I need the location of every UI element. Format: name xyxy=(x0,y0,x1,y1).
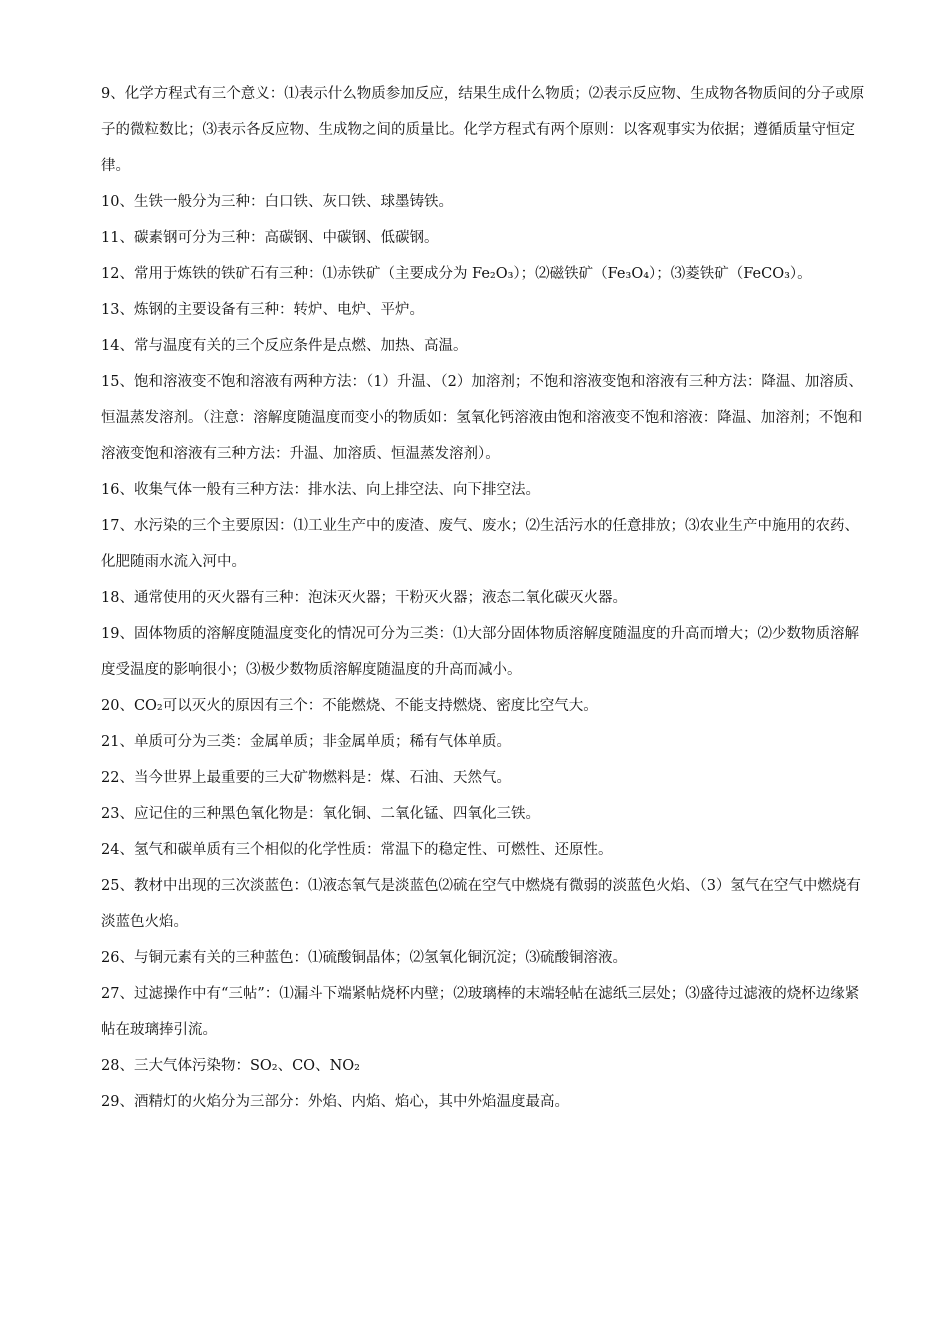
list-item: 14、常与温度有关的三个反应条件是点燃、加热、高温。 xyxy=(101,338,468,354)
list-item: 12、常用于炼铁的铁矿石有三种：⑴赤铁矿（主要成分为 Fe₂O₃）；⑵磁铁矿（Fe₃O₄）；⑶菱铁矿（FeCO₃）。 xyxy=(101,266,812,282)
list-item: 20、CO₂可以灭火的原因有三个：不能燃烧、不能支持燃烧、密度比空气大。 xyxy=(101,698,598,714)
list-item: 19、固体物质的溶解度随温度变化的情况可分为三类：⑴大部分固体物质溶解度随温度的升高而增大；⑵少数物质溶解度受温度的影响很小；⑶极少数物质溶解度随温度的升高而减小。 xyxy=(101,626,859,678)
list-item: 17、水污染的三个主要原因：⑴工业生产中的废渣、废气、废水；⑵生活污水的任意排放；⑶农业生产中施用的农药、化肥随雨水流入河中。 xyxy=(101,518,859,570)
list-item: 23、应记住的三种黑色氧化物是：氧化铜、二氧化锰、四氧化三铁。 xyxy=(101,806,540,822)
list-item: 13、炼钢的主要设备有三种：转炉、电炉、平炉。 xyxy=(101,302,424,318)
list-item: 21、单质可分为三类：金属单质；非金属单质；稀有气体单质。 xyxy=(101,734,511,750)
list-item: 15、饱和溶液变不饱和溶液有两种方法：（1）升温、（2）加溶剂；不饱和溶液变饱和溶液有三种方法：降温、加溶质、恒温蒸发溶剂。（注意：溶解度随温度而变小的物质如：氢氧化钙溶液由饱和溶液变不饱和溶液：降温、加溶剂；不饱和溶液变饱和溶液有三种方法：升温、加溶质、恒温蒸发溶剂）。 xyxy=(101,374,863,462)
list-item: 25、教材中出现的三次淡蓝色：⑴液态氧气是淡蓝色⑵硫在空气中燃烧有微弱的淡蓝色火焰、（3）氢气在空气中燃烧有淡蓝色火焰。 xyxy=(101,878,861,930)
list-item: 24、氢气和碳单质有三个相似的化学性质：常温下的稳定性、可燃性、还原性。 xyxy=(101,842,613,858)
document-page xyxy=(101,76,871,1120)
list-item: 18、通常使用的灭火器有三种：泡沫灭火器；干粉灭火器；液态二氧化碳灭火器。 xyxy=(101,590,627,606)
list-item: 10、生铁一般分为三种：白口铁、灰口铁、球墨铸铁。 xyxy=(101,194,453,210)
list-item: 16、收集气体一般有三种方法：排水法、向上排空法、向下排空法。 xyxy=(101,482,540,498)
list-item: 29、酒精灯的火焰分为三部分：外焰、内焰、焰心，其中外焰温度最高。 xyxy=(101,1094,569,1110)
list-item: 9、化学方程式有三个意义：⑴表示什么物质参加反应，结果生成什么物质；⑵表示反应物、生成物各物质间的分子或原子的微粒数比；⑶表示各反应物、生成物之间的质量比。化学方程式有两个原则：以客观事实为依据；遵循质量守恒定律。 xyxy=(101,86,865,174)
list-item: 28、三大气体污染物：SO₂、CO、NO₂ xyxy=(101,1058,360,1074)
list-item: 27、过滤操作中有“三帖”：⑴漏斗下端紧帖烧杯内壁；⑵玻璃棒的末端轻帖在滤纸三层处；⑶盛待过滤液的烧杯边缘紧帖在玻璃捧引流。 xyxy=(101,986,860,1038)
list-item: 26、与铜元素有关的三种蓝色：⑴硫酸铜晶体；⑵氢氧化铜沉淀；⑶硫酸铜溶液。 xyxy=(101,950,627,966)
list-item: 22、当今世界上最重要的三大矿物燃料是：煤、石油、天然气。 xyxy=(101,770,511,786)
list-item: 11、碳素钢可分为三种：高碳钢、中碳钢、低碳钢。 xyxy=(101,230,439,246)
